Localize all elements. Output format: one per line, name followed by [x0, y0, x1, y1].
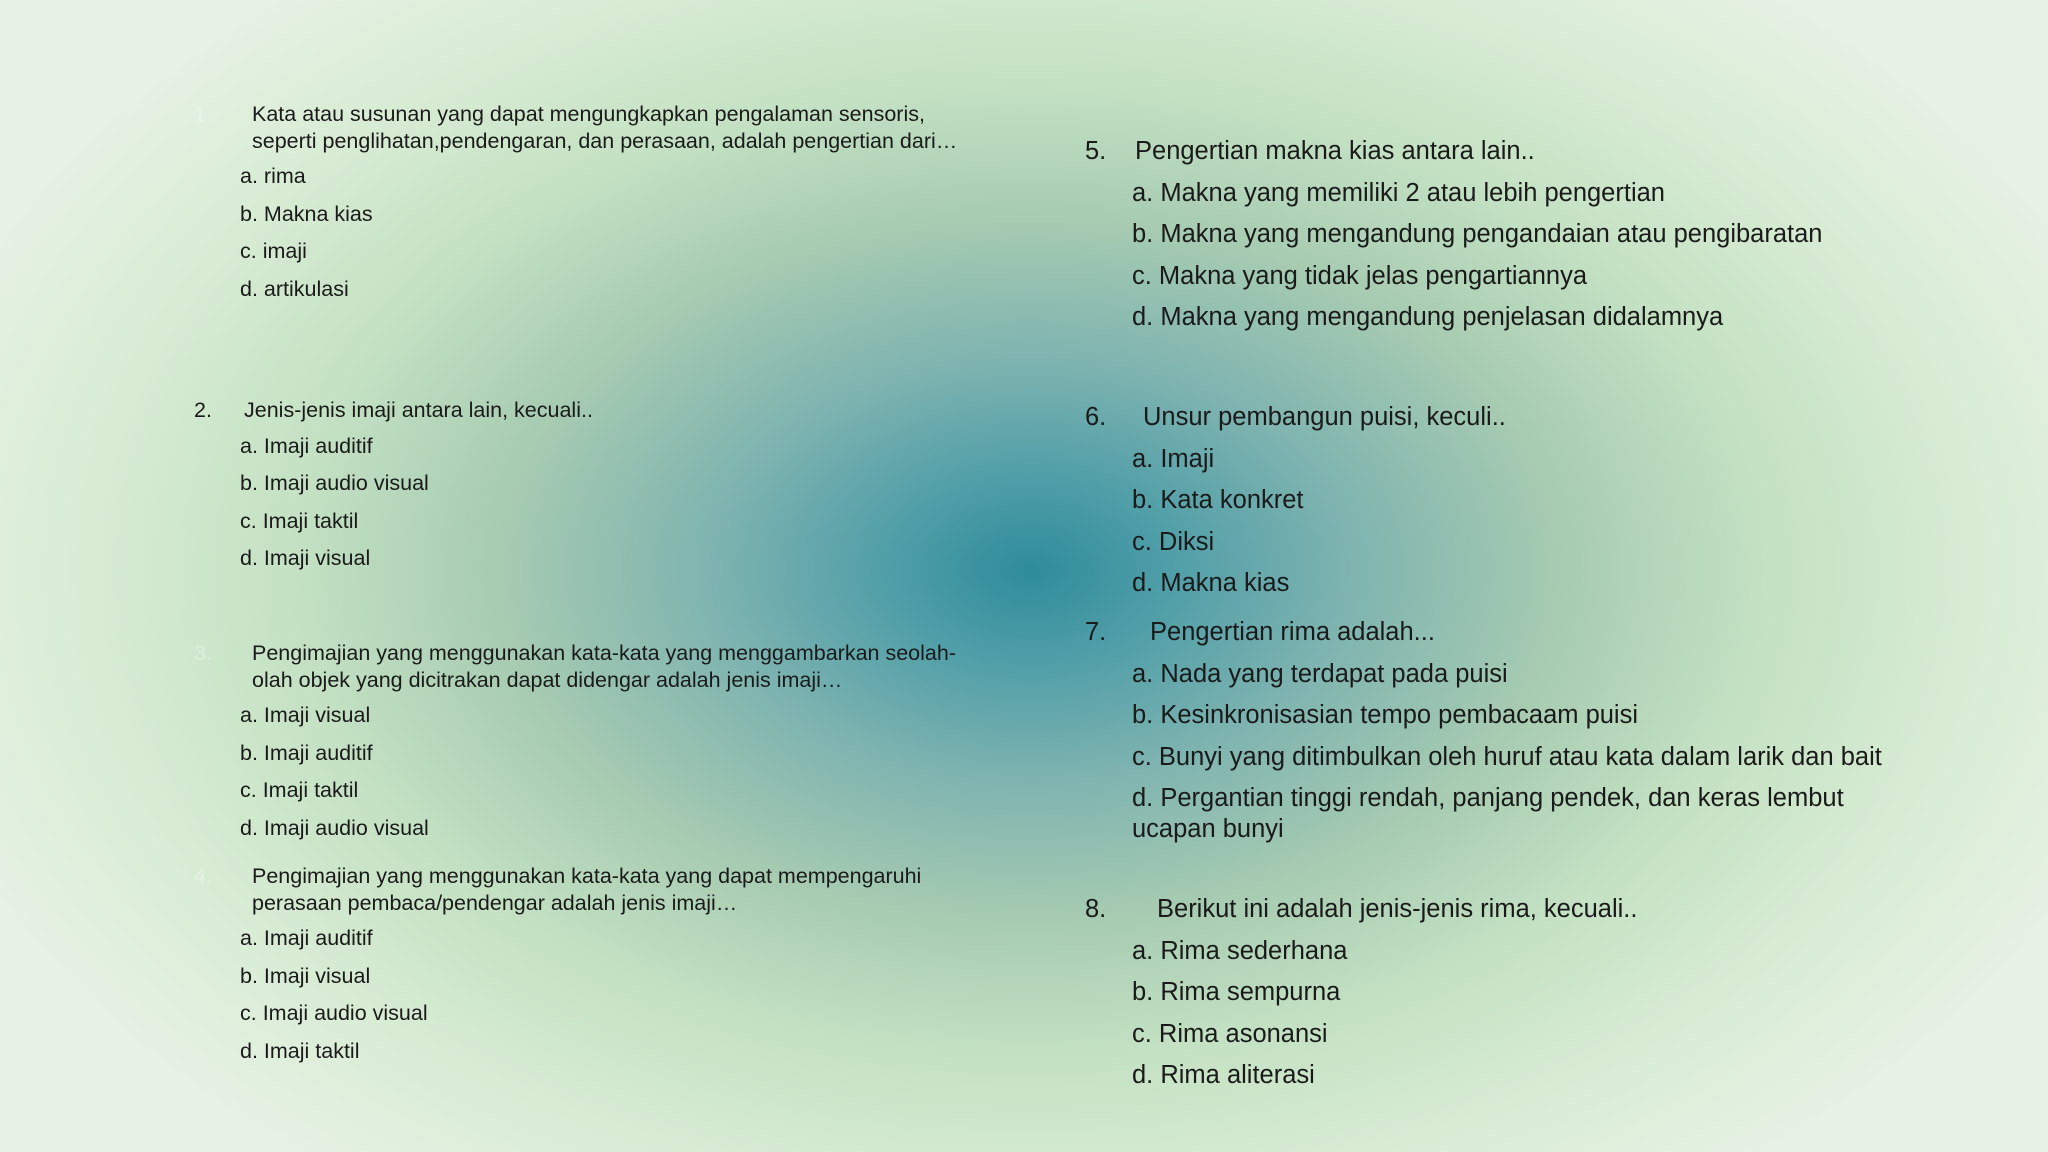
option-d[interactable]: d. Rima aliterasi	[1132, 1061, 1315, 1089]
option-d[interactable]: d. Imaji visual	[240, 546, 371, 570]
question-7-header	[1085, 617, 1922, 648]
question-text: Pengertian rima adalah...	[1150, 618, 1435, 646]
question-5	[1085, 136, 1922, 333]
option-c[interactable]: c. Imaji taktil	[240, 508, 359, 533]
option-b[interactable]: b. Imaji auditif	[240, 740, 373, 765]
question-number: 4.	[194, 864, 212, 888]
option-b[interactable]: b. Kata konkret	[1132, 486, 1304, 514]
question-number: 8.	[1085, 895, 1107, 923]
option-b[interactable]: b. Makna yang mengandung pengandaian atau pengibaratan	[1132, 220, 1823, 248]
question-4	[194, 863, 952, 1070]
answer-options	[240, 697, 972, 847]
option-b[interactable]: b. Imaji visual	[240, 963, 371, 988]
answer-options	[240, 428, 593, 578]
question-number: 7.	[1085, 618, 1107, 646]
option-a[interactable]: a. Nada yang terdapat pada puisi	[1132, 659, 1508, 688]
question-2	[194, 397, 593, 578]
option-c[interactable]: c. Diksi	[1132, 527, 1215, 556]
option-b[interactable]: b. Rima sempurna	[1132, 978, 1341, 1006]
option-c[interactable]: c. Makna yang tidak jelas pengartiannya	[1132, 261, 1588, 290]
question-text: Jenis-jenis imaji antara lain, kecuali..	[244, 398, 593, 422]
option-d[interactable]: d. artikulasi	[240, 276, 349, 301]
answer-options	[240, 920, 952, 1070]
question-number: 1.	[194, 102, 212, 126]
option-d[interactable]: d. Imaji audio visual	[240, 815, 429, 840]
option-d[interactable]: d. Pergantian tinggi rendah, panjang pendek, dan keras lembut ucapan bunyi	[1132, 784, 1844, 843]
question-text: Berikut ini adalah jenis-jenis rima, kecuali..	[1157, 895, 1638, 923]
option-b[interactable]: b. Imaji audio visual	[240, 471, 429, 495]
option-a[interactable]: a. Makna yang memiliki 2 atau lebih pengertian	[1132, 178, 1665, 207]
answer-options	[1132, 444, 1922, 600]
option-a[interactable]: a. Imaji auditif	[240, 433, 373, 458]
question-7	[1085, 617, 1922, 845]
option-a[interactable]: a. rima	[240, 164, 306, 188]
question-2-header	[194, 397, 593, 424]
option-a[interactable]: a. Imaji	[1132, 444, 1215, 473]
answer-options	[1132, 659, 1922, 846]
option-c[interactable]: c. Rima asonansi	[1132, 1019, 1328, 1048]
option-d[interactable]: d. Makna kias	[1132, 569, 1290, 597]
question-text: Kata atau susunan yang dapat mengungkapkan pengalaman sensoris, seperti penglihatan,pendengaran, dan perasaan, adalah pengertian dari…	[252, 102, 958, 153]
question-number: 3.	[194, 641, 212, 665]
answer-options	[1132, 936, 1922, 1092]
question-1	[194, 101, 972, 308]
question-8	[1085, 894, 1922, 1091]
option-a[interactable]: a. Imaji auditif	[240, 926, 373, 950]
option-d[interactable]: d. Imaji taktil	[240, 1038, 360, 1063]
answer-options	[240, 158, 972, 308]
question-text: Unsur pembangun puisi, keculi..	[1143, 403, 1506, 431]
option-c[interactable]: c. Bunyi yang ditimbulkan oleh huruf atau kata dalam larik dan bait	[1132, 742, 1882, 771]
option-c[interactable]: c. Imaji taktil	[240, 778, 359, 802]
answer-options	[1132, 178, 1922, 334]
question-6	[1085, 402, 1922, 599]
question-text: Pengimajian yang menggunakan kata-kata yang dapat mempengaruhi perasaan pembaca/pendengar adalah jenis imaji…	[252, 864, 922, 915]
option-b[interactable]: b. Kesinkronisasian tempo pembacaam puisi	[1132, 701, 1639, 729]
question-text: Pengertian makna kias antara lain..	[1135, 137, 1535, 165]
question-5-header	[1085, 136, 1922, 167]
question-8-header	[1085, 894, 1922, 925]
question-1-header	[194, 101, 972, 154]
question-3-header	[194, 640, 972, 693]
question-number: 2.	[194, 398, 212, 422]
question-text: Pengimajian yang menggunakan kata-kata yang menggambarkan seolah-olah objek yang dicitrakan dapat didengar adalah jenis imaji…	[252, 641, 956, 692]
option-a[interactable]: a. Rima sederhana	[1132, 936, 1348, 965]
question-number: 6.	[1085, 403, 1107, 431]
option-a[interactable]: a. Imaji visual	[240, 703, 371, 727]
question-6-header	[1085, 402, 1922, 433]
option-b[interactable]: b. Makna kias	[240, 201, 373, 226]
option-c[interactable]: c. Imaji audio visual	[240, 1001, 428, 1025]
question-3	[194, 640, 972, 847]
option-c[interactable]: c. imaji	[240, 239, 307, 263]
question-number: 5.	[1085, 137, 1107, 165]
option-d[interactable]: d. Makna yang mengandung penjelasan didalamnya	[1132, 303, 1724, 331]
question-4-header	[194, 863, 952, 916]
